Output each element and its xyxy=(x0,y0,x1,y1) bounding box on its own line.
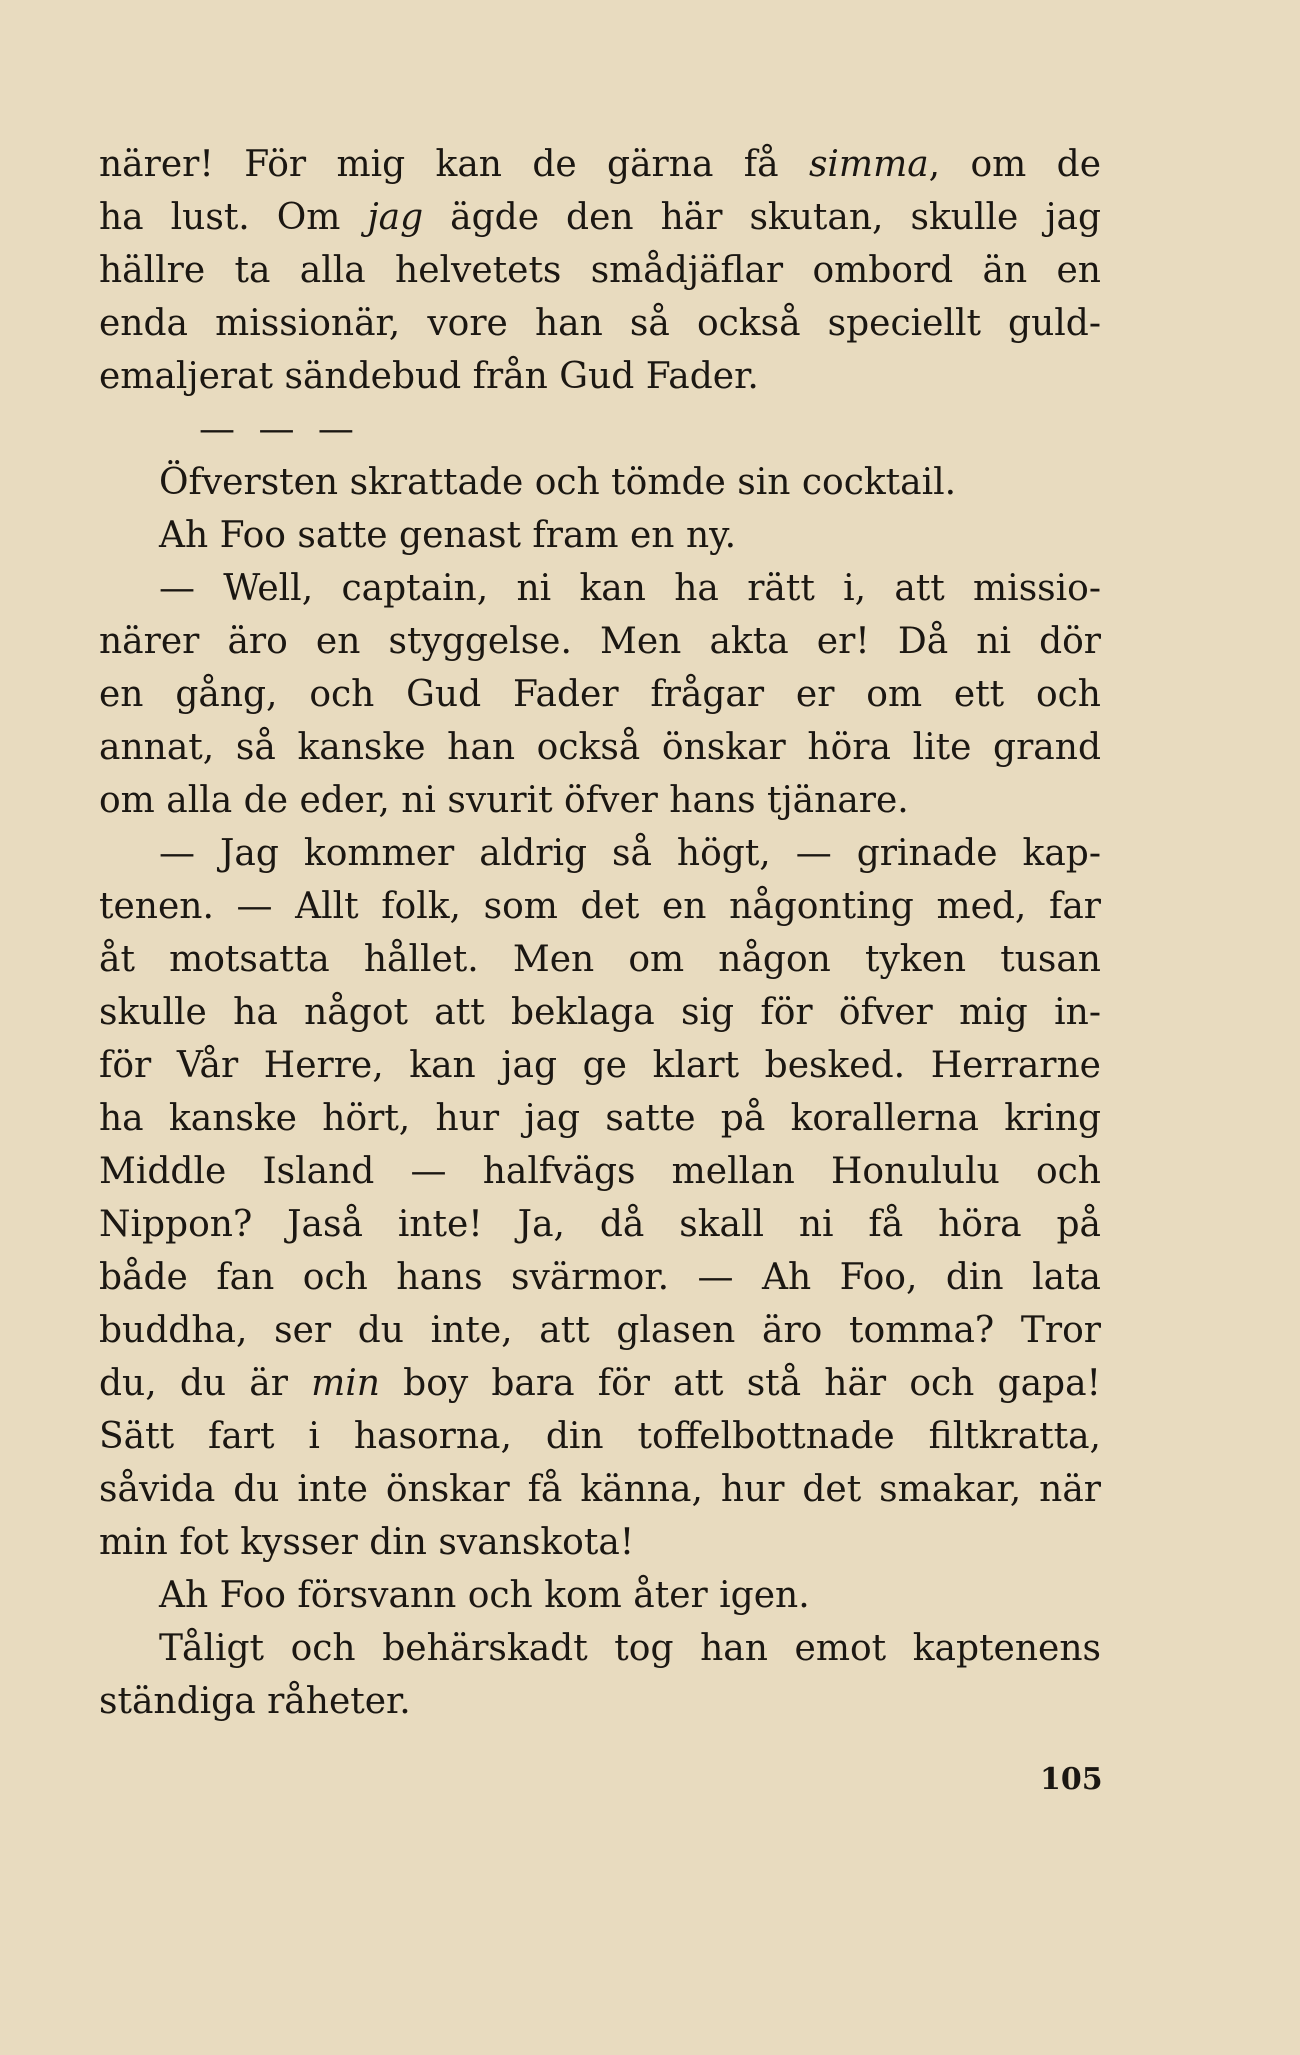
text-line-14: — Jag kommer aldrig så högt, — grinade kap- xyxy=(159,833,1101,874)
text-line-16: åt motsatta hållet. Men om någon tyken tusan xyxy=(99,939,1101,980)
italic-word: simma xyxy=(808,144,929,185)
text-line-1: närer! För mig kan de gärna få simma, om de xyxy=(99,144,1101,185)
text-line-21: Nippon? Jaså inte! Ja, då skall ni få höra på xyxy=(99,1204,1101,1245)
text-line-27: min fot kysser din svanskota! xyxy=(99,1522,635,1563)
page-number: 105 xyxy=(1040,1762,1103,1797)
text-line-2: ha lust. Om jag ägde den här skutan, skulle jag xyxy=(99,197,1101,238)
text-line-13: om alla de eder, ni svurit öfver hans tjänare. xyxy=(99,780,909,821)
section-break: — — — xyxy=(199,409,360,450)
body-text xyxy=(99,138,1101,1728)
text-line-22: både fan och hans svärmor. — Ah Foo, din lata xyxy=(99,1257,1101,1298)
text-line-12: annat, så kanske han också önskar höra lite grand xyxy=(99,727,1101,768)
text-line-10: närer äro en styggelse. Men akta er! Då ni dör xyxy=(99,621,1101,662)
text-line-30: ständiga råheter. xyxy=(99,1681,411,1722)
italic-word: min xyxy=(311,1363,380,1404)
text-line-25: Sätt fart i hasorna, din toffelbottnade filtkratta, xyxy=(99,1416,1101,1457)
text-line-9: — Well, captain, ni kan ha rätt i, att missio- xyxy=(159,568,1101,609)
text-line-8: Ah Foo satte genast fram en ny. xyxy=(159,515,737,556)
text-line-7: Öfversten skrattade och tömde sin cocktail. xyxy=(159,462,957,503)
text-line-4: enda missionär, vore han så också speciellt guld- xyxy=(99,303,1101,344)
text-line-17: skulle ha något att beklaga sig för öfver mig in- xyxy=(99,992,1101,1033)
text-line-26: såvida du inte önskar få känna, hur det smakar, när xyxy=(99,1469,1101,1510)
text-line-19: ha kanske hört, hur jag satte på korallerna kring xyxy=(99,1098,1101,1139)
text-line-11: en gång, och Gud Fader frågar er om ett och xyxy=(99,674,1101,715)
text-line-23: buddha, ser du inte, att glasen äro tomma? Tror xyxy=(99,1310,1101,1351)
text-line-15: tenen. — Allt folk, som det en någonting med, far xyxy=(99,886,1101,927)
text-line-3: hällre ta alla helvetets smådjäflar ombord än en xyxy=(99,250,1101,291)
text-line-5: emaljerat sändebud från Gud Fader. xyxy=(99,356,759,397)
italic-word: jag xyxy=(367,197,424,238)
text-line-24: du, du är min boy bara för att stå här och gapa! xyxy=(99,1363,1101,1404)
text-line-28: Ah Foo försvann och kom åter igen. xyxy=(159,1575,810,1616)
text-line-18: för Vår Herre, kan jag ge klart besked. Herrarne xyxy=(99,1045,1101,1086)
text-line-29: Tåligt och behärskadt tog han emot kaptenens xyxy=(159,1628,1101,1669)
text-line-20: Middle Island — halfvägs mellan Honululu och xyxy=(99,1151,1101,1192)
